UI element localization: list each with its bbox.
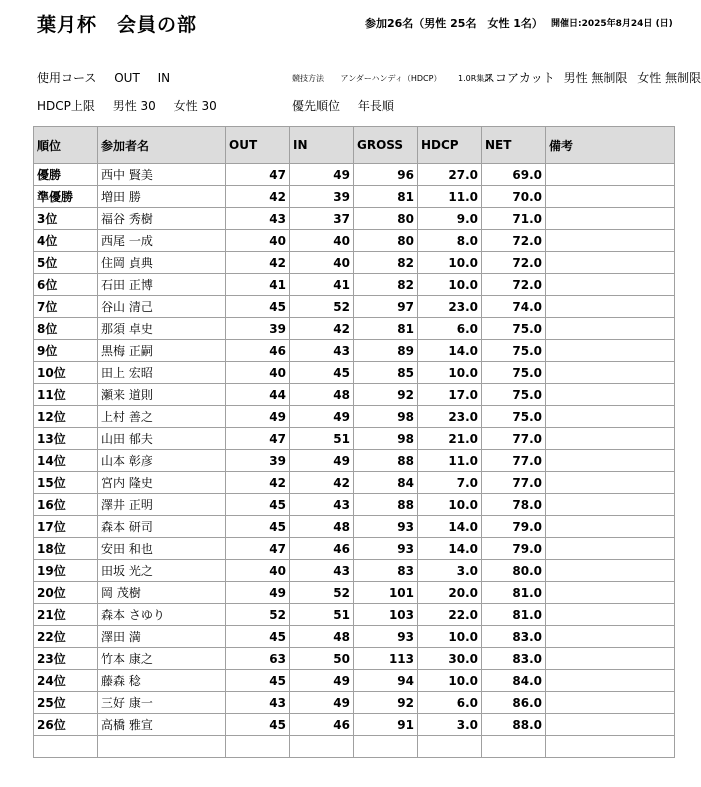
in-cell: 49 [290, 406, 354, 428]
rank-cell: 20位 [34, 582, 98, 604]
rank-cell: 優勝 [34, 164, 98, 186]
remarks-cell [546, 164, 675, 186]
out-cell: 39 [226, 318, 290, 340]
name-cell: 福谷 秀樹 [98, 208, 226, 230]
name-cell: 山本 彰彦 [98, 450, 226, 472]
in-cell: 42 [290, 318, 354, 340]
name-cell [98, 736, 226, 758]
name-cell: 澤井 正明 [98, 494, 226, 516]
hdcp-info [37, 97, 231, 114]
hdcp-cell: 23.0 [418, 296, 482, 318]
gross-cell: 83 [354, 560, 418, 582]
out-cell: 45 [226, 670, 290, 692]
table-row [34, 186, 675, 208]
out-cell: 45 [226, 626, 290, 648]
gross-cell: 97 [354, 296, 418, 318]
table-row [34, 516, 675, 538]
out-cell: 40 [226, 362, 290, 384]
results-table [33, 126, 675, 758]
rank-cell: 12位 [34, 406, 98, 428]
in-cell: 48 [290, 626, 354, 648]
table-row [34, 670, 675, 692]
gross-cell: 93 [354, 516, 418, 538]
hdcp-cell: 6.0 [418, 318, 482, 340]
rank-cell: 15位 [34, 472, 98, 494]
out-cell: 42 [226, 252, 290, 274]
net-cell: 70.0 [482, 186, 546, 208]
table-row [34, 428, 675, 450]
course-out: OUT [114, 71, 140, 85]
in-cell: 43 [290, 494, 354, 516]
table-row-empty [34, 736, 675, 758]
name-cell: 黒梅 正嗣 [98, 340, 226, 362]
in-cell: 43 [290, 340, 354, 362]
rank-cell: 10位 [34, 362, 98, 384]
gross-cell: 113 [354, 648, 418, 670]
gross-cell: 92 [354, 384, 418, 406]
net-cell: 86.0 [482, 692, 546, 714]
table-row [34, 164, 675, 186]
gross-cell: 88 [354, 494, 418, 516]
name-cell: 竹本 康之 [98, 648, 226, 670]
table-row [34, 626, 675, 648]
hdcp-cell: 6.0 [418, 692, 482, 714]
rank-cell: 5位 [34, 252, 98, 274]
table-row [34, 472, 675, 494]
out-cell: 45 [226, 714, 290, 736]
header-gross: GROSS [354, 127, 418, 164]
table-row [34, 538, 675, 560]
rank-cell: 23位 [34, 648, 98, 670]
hdcp-cell: 21.0 [418, 428, 482, 450]
remarks-cell [546, 604, 675, 626]
course-label: 使用コース [37, 71, 97, 85]
out-cell: 45 [226, 296, 290, 318]
name-cell: 高橋 雅宣 [98, 714, 226, 736]
out-cell: 44 [226, 384, 290, 406]
hdcp-cell: 27.0 [418, 164, 482, 186]
page-title: 葉月杯 会員の部 [37, 14, 198, 36]
rank-cell: 8位 [34, 318, 98, 340]
gross-cell: 98 [354, 428, 418, 450]
table-row [34, 230, 675, 252]
header-net: NET [482, 127, 546, 164]
remarks-cell [546, 208, 675, 230]
rank-cell: 準優勝 [34, 186, 98, 208]
gross-cell: 82 [354, 274, 418, 296]
score-cut-label: スコアカット [483, 71, 555, 85]
out-cell: 39 [226, 450, 290, 472]
in-cell: 37 [290, 208, 354, 230]
name-cell: 住岡 貞典 [98, 252, 226, 274]
remarks-cell [546, 472, 675, 494]
in-cell: 39 [290, 186, 354, 208]
out-cell: 47 [226, 538, 290, 560]
in-cell: 49 [290, 692, 354, 714]
out-cell: 42 [226, 186, 290, 208]
remarks-cell [546, 736, 675, 758]
remarks-cell [546, 516, 675, 538]
net-cell: 75.0 [482, 362, 546, 384]
table-row [34, 252, 675, 274]
in-cell: 46 [290, 538, 354, 560]
header-rank: 順位 [34, 127, 98, 164]
net-cell: 84.0 [482, 670, 546, 692]
remarks-cell [546, 428, 675, 450]
hdcp-cell: 8.0 [418, 230, 482, 252]
score-cut-info [483, 69, 701, 86]
name-cell: 増田 勝 [98, 186, 226, 208]
name-cell: 西尾 一成 [98, 230, 226, 252]
net-cell: 88.0 [482, 714, 546, 736]
net-cell: 77.0 [482, 472, 546, 494]
in-cell: 48 [290, 516, 354, 538]
hdcp-cell: 10.0 [418, 670, 482, 692]
header-out: OUT [226, 127, 290, 164]
hdcp-cell: 3.0 [418, 560, 482, 582]
remarks-cell [546, 648, 675, 670]
hdcp-cell: 11.0 [418, 450, 482, 472]
hdcp-cell: 23.0 [418, 406, 482, 428]
out-cell: 42 [226, 472, 290, 494]
gross-cell: 93 [354, 626, 418, 648]
rank-cell: 25位 [34, 692, 98, 714]
net-cell: 75.0 [482, 318, 546, 340]
score-cut-male: 男性 無制限 [563, 71, 628, 85]
remarks-cell [546, 252, 675, 274]
table-row [34, 406, 675, 428]
table-header-row [34, 127, 675, 164]
gross-cell: 91 [354, 714, 418, 736]
participant-count: 参加26名（男性 25名 女性 1名） [365, 17, 543, 30]
rank-cell: 14位 [34, 450, 98, 472]
rank-cell: 4位 [34, 230, 98, 252]
net-cell: 77.0 [482, 450, 546, 472]
method-label: 競技方法 [292, 74, 324, 83]
hdcp-label: HDCP上限 [37, 99, 95, 113]
remarks-cell [546, 230, 675, 252]
hdcp-cell: 30.0 [418, 648, 482, 670]
table-row [34, 208, 675, 230]
header-remarks: 備考 [546, 127, 675, 164]
gross-cell: 92 [354, 692, 418, 714]
in-cell: 49 [290, 670, 354, 692]
table-row [34, 494, 675, 516]
hdcp-cell: 10.0 [418, 362, 482, 384]
course-in: IN [157, 71, 171, 85]
rank-cell: 17位 [34, 516, 98, 538]
net-cell: 79.0 [482, 516, 546, 538]
hdcp-cell: 14.0 [418, 516, 482, 538]
rank-cell: 9位 [34, 340, 98, 362]
rank-cell: 13位 [34, 428, 98, 450]
header-in: IN [290, 127, 354, 164]
in-cell: 43 [290, 560, 354, 582]
remarks-cell [546, 714, 675, 736]
remarks-cell [546, 626, 675, 648]
name-cell: 安田 和也 [98, 538, 226, 560]
net-cell: 77.0 [482, 428, 546, 450]
in-cell [290, 736, 354, 758]
table-row [34, 340, 675, 362]
hdcp-cell [418, 736, 482, 758]
net-cell: 79.0 [482, 538, 546, 560]
gross-cell: 80 [354, 230, 418, 252]
name-cell: 岡 茂樹 [98, 582, 226, 604]
hdcp-cell: 10.0 [418, 274, 482, 296]
in-cell: 48 [290, 384, 354, 406]
remarks-cell [546, 582, 675, 604]
table-row [34, 384, 675, 406]
hdcp-male: 男性 30 [112, 99, 156, 113]
net-cell: 75.0 [482, 340, 546, 362]
net-cell: 74.0 [482, 296, 546, 318]
in-cell: 51 [290, 428, 354, 450]
name-cell: 西中 賢美 [98, 164, 226, 186]
hdcp-cell: 11.0 [418, 186, 482, 208]
gross-cell: 98 [354, 406, 418, 428]
remarks-cell [546, 538, 675, 560]
name-cell: 上村 善之 [98, 406, 226, 428]
hdcp-cell: 14.0 [418, 538, 482, 560]
gross-cell: 93 [354, 538, 418, 560]
gross-cell: 101 [354, 582, 418, 604]
table-row [34, 274, 675, 296]
out-cell: 49 [226, 406, 290, 428]
remarks-cell [546, 362, 675, 384]
out-cell: 63 [226, 648, 290, 670]
rank-cell: 3位 [34, 208, 98, 230]
rank-cell: 18位 [34, 538, 98, 560]
remarks-cell [546, 494, 675, 516]
table-row [34, 318, 675, 340]
method-info [292, 73, 506, 84]
table-row [34, 296, 675, 318]
gross-cell: 80 [354, 208, 418, 230]
in-cell: 49 [290, 450, 354, 472]
in-cell: 45 [290, 362, 354, 384]
rank-cell [34, 736, 98, 758]
net-cell: 75.0 [482, 384, 546, 406]
priority-info [292, 97, 408, 114]
net-cell: 81.0 [482, 604, 546, 626]
table-row [34, 692, 675, 714]
remarks-cell [546, 384, 675, 406]
name-cell: 藤森 稔 [98, 670, 226, 692]
out-cell: 52 [226, 604, 290, 626]
table-row [34, 560, 675, 582]
rank-cell: 6位 [34, 274, 98, 296]
net-cell: 78.0 [482, 494, 546, 516]
net-cell: 83.0 [482, 648, 546, 670]
in-cell: 46 [290, 714, 354, 736]
in-cell: 40 [290, 230, 354, 252]
header-hdcp: HDCP [418, 127, 482, 164]
gross-cell: 89 [354, 340, 418, 362]
out-cell: 40 [226, 560, 290, 582]
gross-cell: 81 [354, 186, 418, 208]
rank-cell: 11位 [34, 384, 98, 406]
out-cell: 46 [226, 340, 290, 362]
hdcp-cell: 10.0 [418, 626, 482, 648]
remarks-cell [546, 296, 675, 318]
table-row [34, 450, 675, 472]
net-cell: 75.0 [482, 406, 546, 428]
net-cell [482, 736, 546, 758]
name-cell: 田坂 光之 [98, 560, 226, 582]
name-cell: 瀬来 道則 [98, 384, 226, 406]
net-cell: 83.0 [482, 626, 546, 648]
gross-cell: 96 [354, 164, 418, 186]
hdcp-cell: 3.0 [418, 714, 482, 736]
rank-cell: 7位 [34, 296, 98, 318]
in-cell: 41 [290, 274, 354, 296]
gross-cell: 94 [354, 670, 418, 692]
name-cell: 那須 卓史 [98, 318, 226, 340]
rank-cell: 26位 [34, 714, 98, 736]
remarks-cell [546, 406, 675, 428]
out-cell: 41 [226, 274, 290, 296]
table-row [34, 648, 675, 670]
in-cell: 40 [290, 252, 354, 274]
out-cell: 45 [226, 494, 290, 516]
priority-value: 年長順 [357, 99, 394, 113]
name-cell: 澤田 満 [98, 626, 226, 648]
remarks-cell [546, 692, 675, 714]
net-cell: 72.0 [482, 252, 546, 274]
rank-cell: 16位 [34, 494, 98, 516]
header-name: 参加者名 [98, 127, 226, 164]
gross-cell: 82 [354, 252, 418, 274]
remarks-cell [546, 340, 675, 362]
hdcp-cell: 22.0 [418, 604, 482, 626]
hdcp-cell: 10.0 [418, 494, 482, 516]
out-cell: 40 [226, 230, 290, 252]
table-row [34, 362, 675, 384]
out-cell: 45 [226, 516, 290, 538]
priority-label: 優先順位 [292, 99, 341, 113]
score-cut-female: 女性 無制限 [637, 71, 701, 85]
remarks-cell [546, 670, 675, 692]
hdcp-cell: 20.0 [418, 582, 482, 604]
hdcp-cell: 9.0 [418, 208, 482, 230]
remarks-cell [546, 186, 675, 208]
name-cell: 宮内 隆史 [98, 472, 226, 494]
out-cell: 43 [226, 692, 290, 714]
net-cell: 72.0 [482, 230, 546, 252]
remarks-cell [546, 318, 675, 340]
name-cell: 森本 さゆり [98, 604, 226, 626]
rank-cell: 24位 [34, 670, 98, 692]
in-cell: 51 [290, 604, 354, 626]
out-cell: 47 [226, 428, 290, 450]
hdcp-cell: 17.0 [418, 384, 482, 406]
name-cell: 石田 正博 [98, 274, 226, 296]
event-date: 開催日:2025年8月24日 (日) [551, 19, 673, 29]
name-cell: 谷山 清己 [98, 296, 226, 318]
net-cell: 80.0 [482, 560, 546, 582]
net-cell: 69.0 [482, 164, 546, 186]
hdcp-cell: 7.0 [418, 472, 482, 494]
hdcp-cell: 10.0 [418, 252, 482, 274]
rank-cell: 21位 [34, 604, 98, 626]
remarks-cell [546, 450, 675, 472]
in-cell: 49 [290, 164, 354, 186]
rank-cell: 19位 [34, 560, 98, 582]
in-cell: 52 [290, 296, 354, 318]
gross-cell: 103 [354, 604, 418, 626]
out-cell: 43 [226, 208, 290, 230]
table-row [34, 604, 675, 626]
table-row [34, 582, 675, 604]
gross-cell [354, 736, 418, 758]
course-info [37, 69, 184, 86]
remarks-cell [546, 560, 675, 582]
rank-cell: 22位 [34, 626, 98, 648]
in-cell: 42 [290, 472, 354, 494]
gross-cell: 84 [354, 472, 418, 494]
net-cell: 81.0 [482, 582, 546, 604]
in-cell: 50 [290, 648, 354, 670]
out-cell: 47 [226, 164, 290, 186]
remarks-cell [546, 274, 675, 296]
out-cell: 49 [226, 582, 290, 604]
name-cell: 田上 宏昭 [98, 362, 226, 384]
hdcp-cell: 14.0 [418, 340, 482, 362]
in-cell: 52 [290, 582, 354, 604]
method-value: アンダーハンディ（HDCP） [340, 74, 442, 83]
method-aggregation: 1.0R集計 [458, 74, 493, 83]
gross-cell: 88 [354, 450, 418, 472]
name-cell: 三好 康一 [98, 692, 226, 714]
name-cell: 山田 郁夫 [98, 428, 226, 450]
out-cell [226, 736, 290, 758]
gross-cell: 81 [354, 318, 418, 340]
hdcp-female: 女性 30 [173, 99, 217, 113]
name-cell: 森本 研司 [98, 516, 226, 538]
table-row [34, 714, 675, 736]
net-cell: 72.0 [482, 274, 546, 296]
net-cell: 71.0 [482, 208, 546, 230]
gross-cell: 85 [354, 362, 418, 384]
